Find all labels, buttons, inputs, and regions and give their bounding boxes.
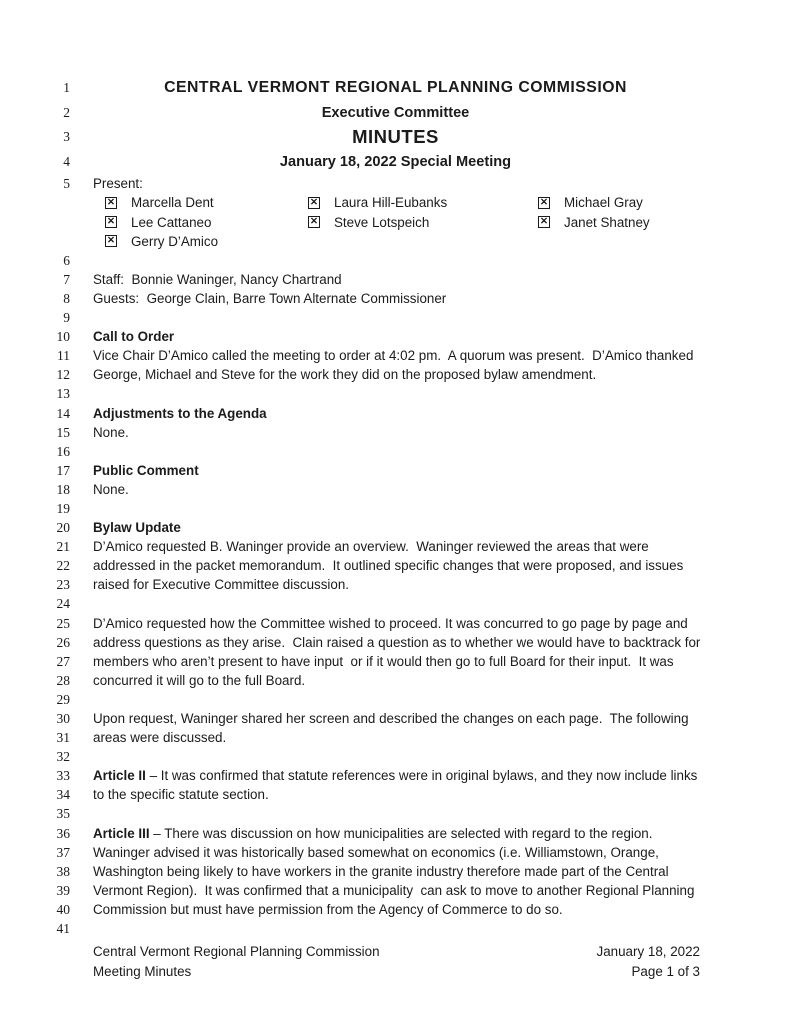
line-number: 6	[63, 252, 70, 268]
line-content	[93, 518, 181, 537]
line-number: 38	[56, 863, 70, 879]
attendee-name: Steve Lotspeich	[334, 214, 430, 230]
document-line	[0, 251, 791, 270]
document-line	[0, 346, 791, 365]
line-content	[93, 900, 563, 919]
line-content	[93, 270, 342, 289]
checked-checkbox-icon: ✕	[308, 197, 320, 209]
line-text: concurred it will go to the full Board.	[93, 672, 306, 688]
document-line	[0, 174, 791, 193]
document-line	[0, 289, 791, 308]
document-line	[0, 480, 791, 499]
line-number: 24	[56, 596, 70, 612]
document-line	[0, 442, 791, 461]
line-content	[0, 150, 791, 175]
line-content	[93, 365, 596, 384]
line-number: 15	[56, 424, 70, 440]
line-number: 37	[56, 844, 70, 860]
document-line	[0, 614, 791, 633]
line-number: 19	[56, 500, 70, 516]
line-number	[0, 213, 70, 232]
line-number: 32	[56, 749, 70, 765]
line-text: MINUTES	[352, 126, 439, 148]
document-line	[0, 728, 791, 747]
document-line	[0, 900, 791, 919]
attendee	[93, 213, 308, 232]
line-text: Washington being likely to have workers in the granite industry therefore made part of the Central	[93, 863, 669, 879]
line-number: 10	[56, 329, 70, 345]
line-text: Upon request, Waninger shared her screen and described the changes on each page. The following	[93, 711, 689, 726]
line-number: 17	[56, 462, 70, 478]
line-text: D’Amico requested how the Committee wished to proceed. It was concurred to go page by page and	[93, 615, 688, 631]
document-line	[0, 423, 791, 442]
checked-checkbox-icon: ✕	[538, 197, 550, 209]
line-number: 5	[63, 176, 70, 192]
line-text: Waninger advised it was historically based somewhat on economics (i.e. Williamstown, Orange,	[93, 844, 659, 860]
document-line	[0, 365, 791, 384]
line-text: Executive Committee	[321, 104, 470, 121]
line-number: 23	[56, 577, 70, 593]
line-content	[93, 404, 267, 423]
line-text: January 18, 2022 Special Meeting	[279, 153, 512, 170]
line-content	[0, 125, 791, 150]
line-number: 9	[63, 310, 70, 326]
document-line	[0, 690, 791, 709]
line-content	[93, 346, 693, 365]
line-number: 14	[56, 405, 70, 421]
line-text: None.	[93, 481, 129, 497]
line-content	[93, 881, 694, 900]
footer-doc-type: Meeting Minutes	[93, 963, 192, 979]
document-line	[0, 766, 791, 785]
checked-checkbox-icon: ✕	[105, 235, 117, 247]
line-content	[93, 766, 697, 785]
line-number: 35	[56, 806, 70, 822]
lines	[0, 76, 791, 938]
document-line	[0, 499, 791, 518]
line-number: 40	[56, 901, 70, 917]
line-number: 25	[56, 615, 70, 631]
line-content	[93, 862, 669, 881]
document-line	[0, 308, 791, 327]
line-text: Vice Chair D’Amico called the meeting to order at 4:02 pm. A quorum was present. D’Amico thanked	[93, 348, 694, 364]
line-number: 21	[56, 539, 70, 555]
line-number: 34	[56, 787, 70, 803]
document-line	[0, 785, 791, 804]
line-number: 4	[63, 153, 70, 169]
document-line	[0, 881, 791, 900]
document-line	[0, 101, 791, 126]
line-number: 30	[56, 711, 70, 726]
line-text: addressed in the packet memorandum. It outlined specific changes that were proposed, and issues	[93, 558, 684, 574]
line-text: – It was confirmed that statute references were in original bylaws, and they now include links	[149, 768, 698, 784]
line-text: Guests: George Clain, Barre Town Alternate Commissioner	[93, 290, 447, 306]
line-content	[93, 824, 652, 843]
document-line	[0, 843, 791, 862]
document-line	[0, 76, 791, 101]
line-content	[93, 174, 143, 193]
document-line	[0, 671, 791, 690]
checked-checkbox-icon: ✕	[308, 216, 320, 228]
attendee-name: Janet Shatney	[564, 214, 650, 230]
checked-checkbox-icon: ✕	[105, 216, 117, 228]
attendee	[93, 193, 308, 212]
line-number: 1	[63, 80, 70, 95]
line-text: address questions as they arise. Clain raised a question as to whether we would have to backtrack for	[93, 634, 701, 650]
line-number: 22	[56, 558, 70, 574]
line-number: 39	[56, 882, 70, 898]
document-line	[0, 384, 791, 403]
line-number: 20	[56, 520, 70, 536]
line-content	[93, 614, 688, 633]
line-content	[93, 327, 174, 346]
line-text: CENTRAL VERMONT REGIONAL PLANNING COMMISSION	[164, 79, 627, 96]
document-line	[0, 556, 791, 575]
document-line	[0, 862, 791, 881]
attendee	[308, 213, 538, 232]
document-line	[0, 518, 791, 537]
line-text: None.	[93, 424, 129, 440]
line-number: 26	[56, 634, 70, 650]
line-content	[93, 843, 659, 862]
line-number: 12	[56, 367, 70, 383]
line-number: 18	[56, 481, 70, 497]
line-content	[93, 461, 199, 480]
line-number	[0, 232, 70, 251]
document-line	[0, 652, 791, 671]
line-text: Vermont Region). It was confirmed that a municipality can ask to move to another Regional Planning	[93, 882, 695, 898]
line-content	[93, 556, 683, 575]
footer-date: January 18, 2022	[596, 944, 700, 959]
line-content	[93, 671, 305, 690]
line-number: 31	[56, 730, 70, 746]
attendee-row	[0, 232, 791, 251]
attendee	[538, 213, 650, 232]
document-line	[0, 747, 791, 766]
attendee-row	[0, 193, 791, 212]
line-text: George, Michael and Steve for the work they did on the proposed bylaw amendment.	[93, 367, 597, 383]
line-content	[0, 101, 791, 126]
line-content	[93, 289, 446, 308]
document-line	[0, 919, 791, 938]
document-line	[0, 270, 791, 289]
line-text: Commission but must have permission from the Agency of Commerce to do so.	[93, 901, 563, 917]
line-text: raised for Executive Committee discussion.	[93, 577, 350, 593]
attendee-name: Michael Gray	[564, 195, 643, 211]
footer-page-number: Page 1 of 3	[631, 963, 700, 979]
line-number: 28	[56, 672, 70, 688]
document-line	[0, 594, 791, 613]
checked-checkbox-icon: ✕	[105, 197, 117, 209]
page-footer	[93, 942, 700, 981]
line-number: 8	[63, 290, 70, 306]
attendee-name: Lee Cattaneo	[131, 214, 212, 230]
line-text: Present:	[93, 176, 143, 192]
line-number: 11	[57, 348, 70, 364]
line-text: – There was discussion on how municipalities are selected with regard to the region.	[153, 825, 653, 841]
footer-org: Central Vermont Regional Planning Commission	[93, 944, 380, 959]
line-number: 7	[63, 271, 70, 287]
document-line	[0, 633, 791, 652]
line-number: 2	[63, 104, 70, 120]
document-line	[0, 709, 791, 728]
line-content	[93, 728, 226, 747]
line-content	[93, 480, 129, 499]
line-number	[0, 193, 70, 212]
line-number: 3	[63, 129, 70, 145]
attendee	[308, 193, 538, 212]
document-line	[0, 575, 791, 594]
line-text: members who aren’t present to have input or if it would then go to full Board for their input. It was	[93, 653, 674, 669]
line-text: Staff: Bonnie Waninger, Nancy Chartrand	[93, 271, 342, 287]
document-line	[0, 150, 791, 175]
attendee-row	[0, 213, 791, 232]
line-text: Adjustments to the Agenda	[93, 405, 267, 421]
line-text: Call to Order	[93, 329, 175, 345]
document-line	[0, 461, 791, 480]
line-number: 36	[56, 825, 70, 841]
document-line	[0, 804, 791, 823]
line-content	[93, 537, 649, 556]
line-number: 41	[56, 921, 70, 937]
line-number: 16	[56, 443, 70, 459]
attendee-name: Gerry D’Amico	[131, 233, 219, 249]
line-content	[93, 213, 650, 232]
document-line	[0, 327, 791, 346]
line-bold-lead: Article II	[93, 768, 150, 784]
footer-right	[597, 942, 700, 981]
document-line	[0, 404, 791, 423]
line-content	[93, 423, 129, 442]
line-text: Bylaw Update	[93, 520, 181, 536]
attendee	[538, 193, 643, 212]
footer-left	[93, 942, 380, 981]
line-content	[93, 785, 269, 804]
line-content	[93, 232, 308, 251]
document-line	[0, 125, 791, 150]
checked-checkbox-icon: ✕	[538, 216, 550, 228]
line-number: 29	[56, 691, 70, 707]
line-content	[93, 633, 700, 652]
attendee-name: Marcella Dent	[131, 195, 214, 211]
line-text: D’Amico requested B. Waninger provide an overview. Waninger reviewed the areas that were	[93, 539, 649, 555]
line-bold-lead: Article III	[93, 825, 154, 841]
line-content	[0, 76, 791, 101]
line-content	[93, 709, 689, 728]
line-text: to the specific statute section.	[93, 787, 269, 803]
document-line	[0, 824, 791, 843]
document-line	[0, 537, 791, 556]
attendee-name: Laura Hill-Eubanks	[334, 195, 448, 211]
line-number: 27	[56, 653, 70, 669]
line-number: 33	[56, 768, 70, 784]
line-content	[93, 193, 643, 212]
line-content	[93, 575, 349, 594]
attendee	[93, 232, 308, 251]
line-number: 13	[56, 386, 70, 402]
line-content	[93, 652, 674, 671]
line-text: Public Comment	[93, 462, 199, 478]
line-text: areas were discussed.	[93, 730, 227, 746]
